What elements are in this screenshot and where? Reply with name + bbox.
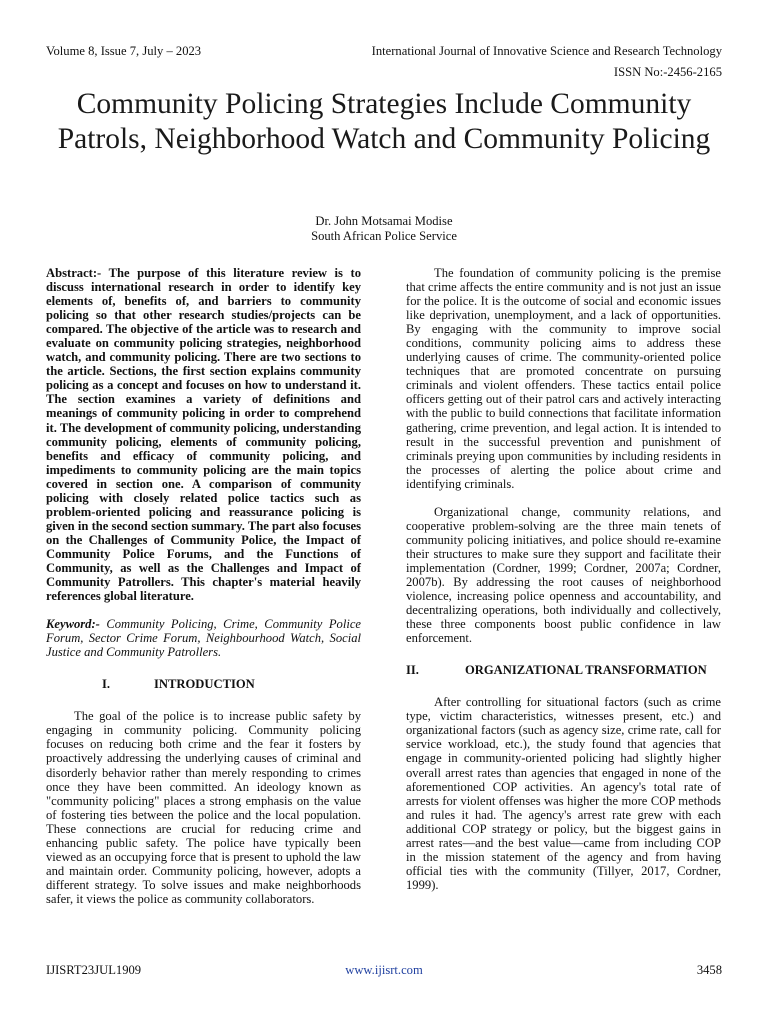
- section-heading-introduction: [46, 677, 361, 691]
- paper-code: IJISRT23JUL1909: [46, 963, 142, 977]
- keywords-label: Keyword:-: [46, 617, 100, 632]
- section-paragraph: After controlling for situational factors (such as crime type, victim characteristics, witnesses present, etc.) and organizational factors (such as agency size, crime rate, call for service workload, etc.), the study found that agencies that engage in community-oriented policing had slightly higher overall arrest rates than agencies that engaged in none of the aforementioned COP activities. An agency's total rate of arrests for violent offenses was higher the more COP methods and rules it had. The agency's arrest rate grew with each additional COP strategy or policy, but the biggest gains in arrest rates—and the best value—came from including COP in the mission statement of the agency and from having official ties with the community (Tillyer, 2017, Cordner, 1999).: [406, 695, 721, 892]
- website-link[interactable]: www.ijisrt.com: [345, 963, 423, 977]
- abstract-label: Abstract:-: [46, 266, 102, 280]
- section-title: ORGANIZATIONAL TRANSFORMATION: [464, 663, 707, 678]
- body-paragraph: Organizational change, community relations, and cooperative problem-solving are the three main tenets of community policing initiatives, and police should re-examine their structures to make sure they support and facilitate their implementation (Cordner, 1999; Cordner, 2007a; Cordner, 2007b). By addressing the root causes of neighborhood violence, increasing police openness and accountability, and decentralizing operations, both individually and collectively, these three components boost public confidence in law enforcement.: [406, 504, 721, 646]
- section-title: INTRODUCTION: [154, 677, 255, 692]
- journal-volume: Volume 8, Issue 7, July – 2023: [46, 44, 202, 58]
- footer-center: [0, 963, 768, 978]
- left-column: [46, 266, 361, 906]
- author-block: [0, 214, 768, 244]
- body-paragraph: The foundation of community policing is the premise that crime affects the entire community and is not just an issue for the police. It is the outcome of social and economic issues like deprivation, unemployment, and a lack of opportunities. By engaging with the community to improve social conditions, community policing aims to address these underlying causes of crime. The community-oriented police techniques that are promoted concentrate on pursuing criminals and violent offenders. These tactics entail police officers getting out of their patrol cars and actively interacting with the public to build connections that facilitate information gathering, crime prevention, and legal action. It is intended to result in the successful prevention and punishment of criminals preying upon communities by including residents in the processes of alerting the police about crime and identifying criminals.: [406, 266, 721, 491]
- page-number: 3458: [696, 963, 722, 977]
- keywords: [46, 617, 361, 659]
- author-name: Dr. John Motsamai Modise: [315, 214, 453, 228]
- abstract: [46, 266, 361, 603]
- journal-name: International Journal of Innovative Science and Research Technology: [371, 44, 722, 58]
- section-number: I.: [101, 677, 110, 692]
- section-heading-organizational-transformation: [406, 663, 721, 677]
- paper-title: Community Policing Strategies Include Community Patrols, Neighborhood Watch and Community Policing: [57, 88, 711, 155]
- right-column: [406, 266, 721, 892]
- section-number: II.: [406, 663, 419, 678]
- abstract-text: The purpose of this literature review is to discuss international research in order to identify key elements of, benefits of, and barriers to community policing so that other research studies/projects can be compared. The objective of the article was to research and evaluate on community policing strategies, neighborhood watch, and community policing. There are two sections to the article. Sections, the first section explains community policing as a concept and focuses on how to understand it. The section examines a variety of definitions and meanings of community policing in order to comprehend it. The development of community policing, understanding community policing, elements of community policing, benefits and efficacy of community policing, and impediments to community policing are the main topics covered in section one. A comparison of community policing with closely related police tactics such as problem-oriented policing and reassurance policing is given in the second section summary. The part also focuses on the Challenges of Community Police, the Impact of Community Police Forums, and the Functions of Community, as well as the Challenges and Impact of Community Patrollers. This chapter's material heavily references global literature.: [46, 266, 361, 604]
- journal-issn: ISSN No:-2456-2165: [613, 65, 722, 79]
- introduction-paragraph: The goal of the police is to increase public safety by engaging in community policing. Community policing focuses on reducing both crime and the fear it fosters by proactively addressing the underlying causes of criminal and disorderly behavior rather than merely responding to crimes once they have been committed. An ideology known as "community policing" places a strong emphasis on the value of fostering ties between the police and the local population. These connections are crucial for reducing crime and enhancing public safety. The police have typically been viewed as an occupying force that is present to uphold the law and maintain order. Community policing, however, adopts a different strategy. To solve issues and make neighborhoods safer, it views the police as community collaborators.: [46, 709, 361, 906]
- keywords-text: Community Policing, Crime, Community Police Forum, Sector Crime Forum, Neighbourhood Watch, Social Justice and Community Patrollers.: [46, 617, 361, 660]
- author-affiliation: South African Police Service: [311, 229, 457, 243]
